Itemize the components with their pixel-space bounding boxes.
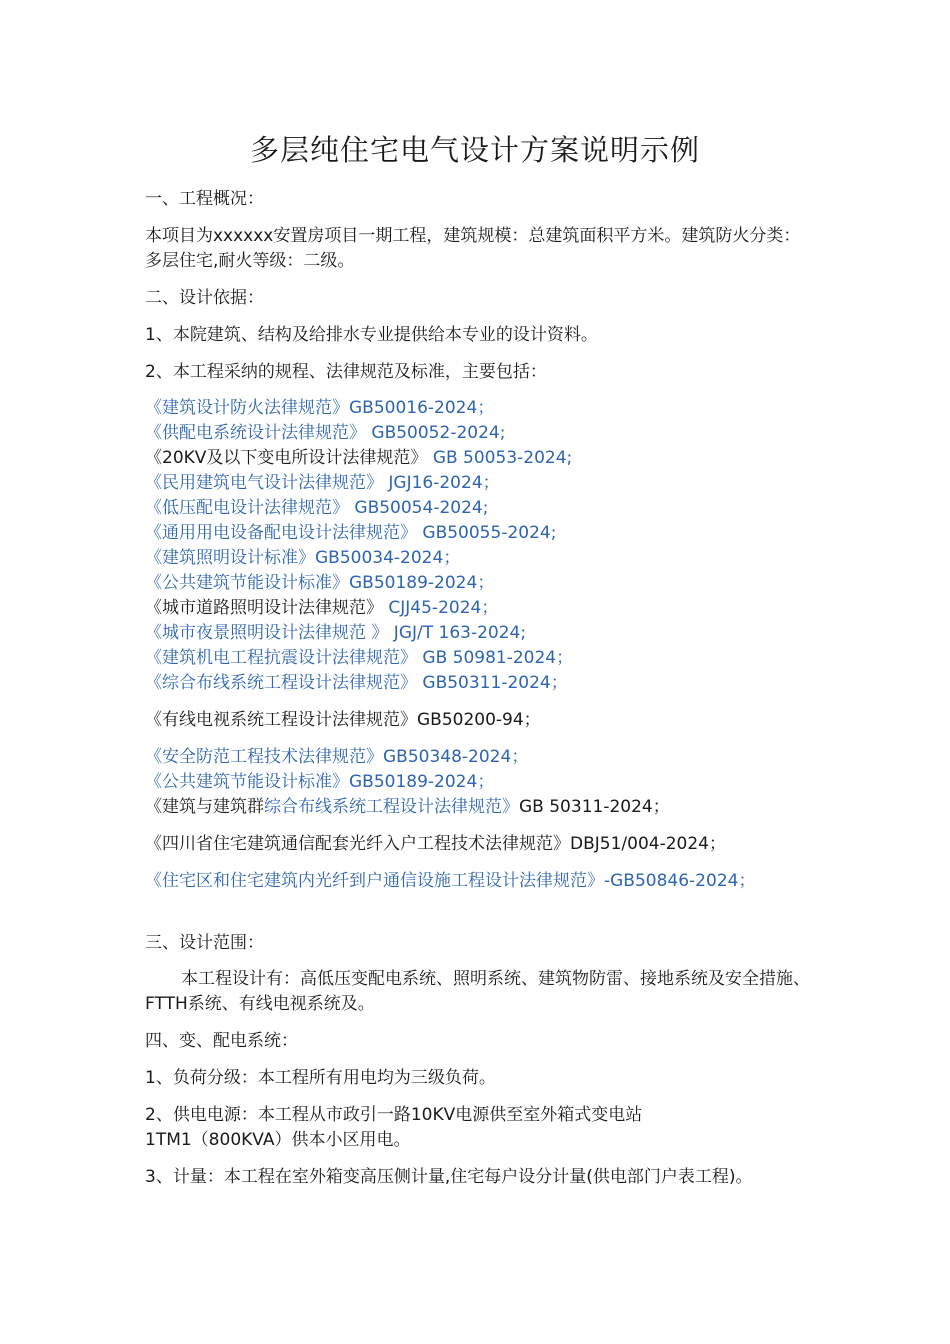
standard-security: 《安全防范工程技术法律规范》GB50348-2024； xyxy=(145,747,529,767)
standard-item: 《建筑照明设计标准》GB50034-2024； xyxy=(145,548,461,568)
section-4-item-1: 1、负荷分级：本工程所有用电均为三级负荷。 xyxy=(145,1068,496,1088)
section-2-item-2: 2、本工程采纳的规程、法律规范及标准，主要包括： xyxy=(145,362,547,382)
standard-item: 《20KV及以下变电所设计法律规范》 GB 50053-2024; xyxy=(145,448,573,468)
standard-item: 《民用建筑电气设计法律规范》 JGJ16-2024； xyxy=(145,473,500,493)
standard-item: 《公共建筑节能设计标准》GB50189-2024； xyxy=(145,573,495,593)
section-1-text: 本项目为xxxxxx安置房项目一期工程，建筑规模：总建筑面积平方米。建筑防火分类：多层住宅,耐火等级：二级。 xyxy=(145,226,801,271)
standard-public-energy: 《公共建筑节能设计标准》GB50189-2024； xyxy=(145,772,495,792)
section-2-item-1: 1、本院建筑、结构及给排水专业提供给本专业的设计资料。 xyxy=(145,325,598,345)
document-title: 多层纯住宅电气设计方案说明示例 xyxy=(249,133,700,167)
standard-item: 《城市道路照明设计法律规范》 CJJ45-2024； xyxy=(145,598,499,618)
standard-item: 《建筑设计防火法律规范》GB50016-2024； xyxy=(145,398,495,418)
standard-item: 《建筑机电工程抗震设计法律规范》 GB 50981-2024； xyxy=(145,648,574,668)
standard-item: 《通用用电设备配电设计法律规范》 GB50055-2024; xyxy=(145,523,557,543)
section-4-item-3: 3、计量：本工程在室外箱变高压侧计量,住宅每户设分计量(供电部门户表工程)。 xyxy=(145,1167,753,1187)
section-3-heading: 三、设计范围： xyxy=(145,933,264,953)
standard-sichuan: 《四川省住宅建筑通信配套光纤入户工程技术法律规范》DBJ51/004-2024； xyxy=(145,834,726,854)
section-2-heading: 二、设计依据： xyxy=(145,288,264,308)
standard-item: 《供配电系统设计法律规范》 GB50052-2024; xyxy=(145,423,506,443)
section-3-text: 本工程设计有：高低压变配电系统、照明系统、建筑物防雷、接地系统及安全措施、FTTH系统、有线电视系统及。 xyxy=(145,969,810,1014)
section-4-item-2-line-1: 2、供电电源：本工程从市政引一路10KV电源供至室外箱式变电站 xyxy=(145,1105,643,1125)
section-4-heading: 四、变、配电系统： xyxy=(145,1031,298,1051)
section-1-heading: 一、工程概况： xyxy=(145,189,264,209)
section-4-item-2-line-2: 1TM1（800KVA）供本小区用电。 xyxy=(145,1130,411,1150)
standard-item: 《低压配电设计法律规范》 GB50054-2024; xyxy=(145,498,489,518)
standard-item: 《综合布线系统工程设计法律规范》 GB50311-2024； xyxy=(145,673,568,693)
standard-fiber: 《住宅区和住宅建筑内光纤到户通信设施工程设计法律规范》-GB50846-2024； xyxy=(145,871,756,891)
standard-cable-tv: 《有线电视系统工程设计法律规范》GB50200-94； xyxy=(145,710,541,730)
standard-item: 《城市夜景照明设计法律规范 》 JGJ/T 163-2024; xyxy=(145,623,527,643)
standard-wiring: 《建筑与建筑群综合布线系统工程设计法律规范》GB 50311-2024； xyxy=(145,797,670,817)
